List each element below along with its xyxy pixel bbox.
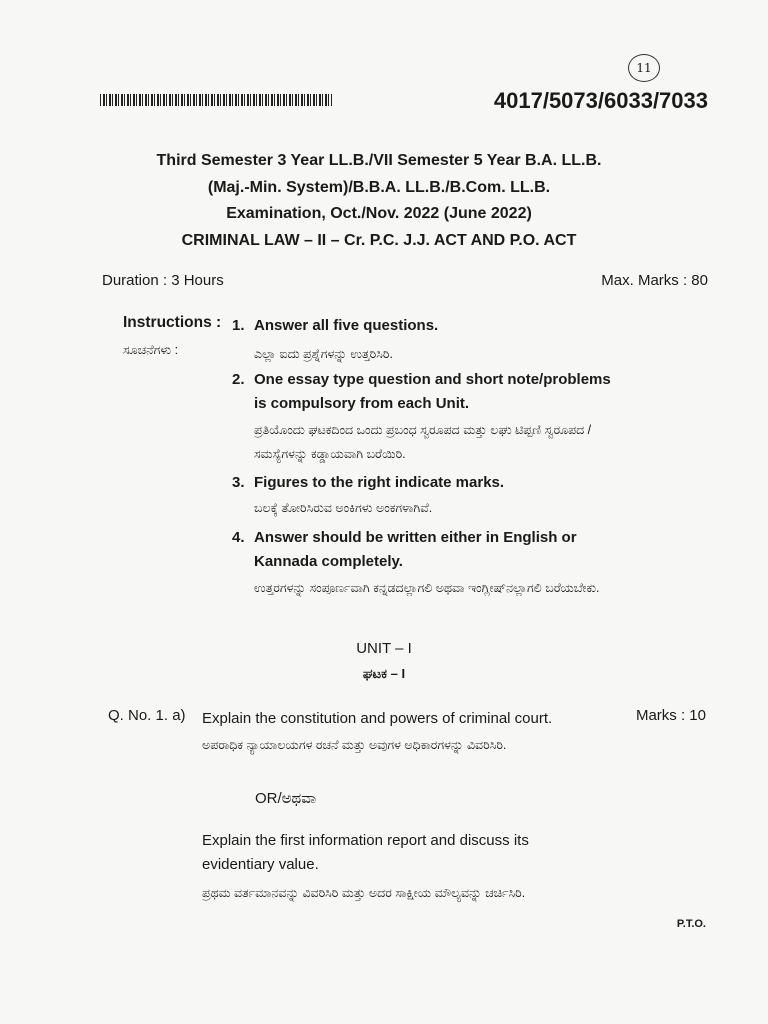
instruction-text-en: Figures to the right indicate marks. [254,474,505,491]
instruction-number: 4. [232,529,245,546]
question-a-text [202,707,602,757]
or-separator: OR/ಅಥವಾ [255,790,317,807]
paper-code: 4017/5073/6033/7033 [493,88,708,113]
instruction-text-en: One essay type question and short note/problems is compulsory from each Unit. [254,371,611,412]
instruction-text-kn: ಪ್ರತಿಯೊಂದು ಘಟಕದಿಂದ ಒಂದು ಪ್ರಬಂಧ ಸ್ವರೂಪದ ಮತ್ತು ಲಘು ಟಿಪ್ಪಣಿ ಸ್ವರೂಪದ / ಸಮಸ್ಯೆಗಳನ್ನು ಕಡ್ಡಾಯವಾಗಿ ಬರೆಯಿರಿ. [254,423,592,461]
question-b-kn: ಪ್ರಥಮ ವರ್ತಮಾನವನ್ನು ವಿವರಿಸಿರಿ ಮತ್ತು ಅದರ ಸಾಕ್ಷೀಯ ಮೌಲ್ಯವನ್ನು ಚರ್ಚಿಸಿರಿ. [202,886,526,900]
question-number: Q. No. 1. a) [108,707,186,724]
header-line-4: CRIMINAL LAW – II – Cr. P.C. J.J. ACT AND P.O. ACT [181,231,577,249]
question-marks: Marks : 10 [635,707,706,724]
question-a-en: Explain the constitution and powers of criminal court. [202,710,553,727]
question-a-kn: ಅಪರಾಧಿಕ ನ್ಯಾಯಾಲಯಗಳ ರಚನೆ ಮತ್ತು ಅವುಗಳ ಅಧಿಕಾರಗಳನ್ನು ವಿವರಿಸಿರಿ. [202,738,507,752]
header-line-2: (Maj.-Min. System)/B.B.A. LL.B./B.Com. LL.B. [207,178,551,196]
instruction-text [254,368,624,466]
pto-label: P.T.O. [676,918,706,930]
page-number: 11 [628,54,660,82]
instruction-text-kn: ಎಲ್ಲಾ ಐದು ಪ್ರಶ್ನೆಗಳನ್ನು ಉತ್ತರಿಸಿರಿ. [254,347,393,361]
instruction-number: 2. [232,371,245,388]
instruction-text-kn: ಬಲಕ್ಕೆ ತೋರಿಸಿರುವ ಅಂಕಿಗಳು ಅಂಕಗಳಾಗಿವೆ. [254,501,433,515]
exam-header [0,148,768,254]
instruction-text-kn: ಉತ್ತರಗಳನ್ನು ಸಂಪೂರ್ಣವಾಗಿ ಕನ್ನಡದಲ್ಲಾಗಲಿ ಅಥವಾ ಇಂಗ್ಲೀಷ್‌ನಲ್ಲಾಗಲಿ ಬರೆಯಬೇಕು. [254,581,600,595]
question-b-text [202,829,602,905]
header-line-3: Examination, Oct./Nov. 2022 (June 2022) [226,205,532,222]
max-marks: Max. Marks : 80 [601,272,708,289]
question-b-en: Explain the first information report and discuss its evidentiary value. [202,832,529,873]
instruction-text [254,471,624,520]
barcode [100,94,332,106]
instruction-text-en: Answer all five questions. [254,317,439,334]
unit-title: UNIT – I [356,640,412,657]
unit-title-kannada: ಘಟಕ – I [362,666,406,681]
instruction-text-en: Answer should be written either in English or Kannada completely. [254,529,577,570]
instruction-text [254,314,624,366]
instruction-number: 3. [232,474,245,491]
instruction-number: 1. [232,317,245,334]
instructions-heading-kannada: ಸೂಚನೆಗಳು : [123,343,179,357]
instructions-heading: Instructions : [123,314,222,331]
instruction-text [254,526,624,600]
header-line-1: Third Semester 3 Year LL.B./VII Semester 5 Year B.A. LL.B. [156,152,602,169]
duration: Duration : 3 Hours [102,272,224,289]
